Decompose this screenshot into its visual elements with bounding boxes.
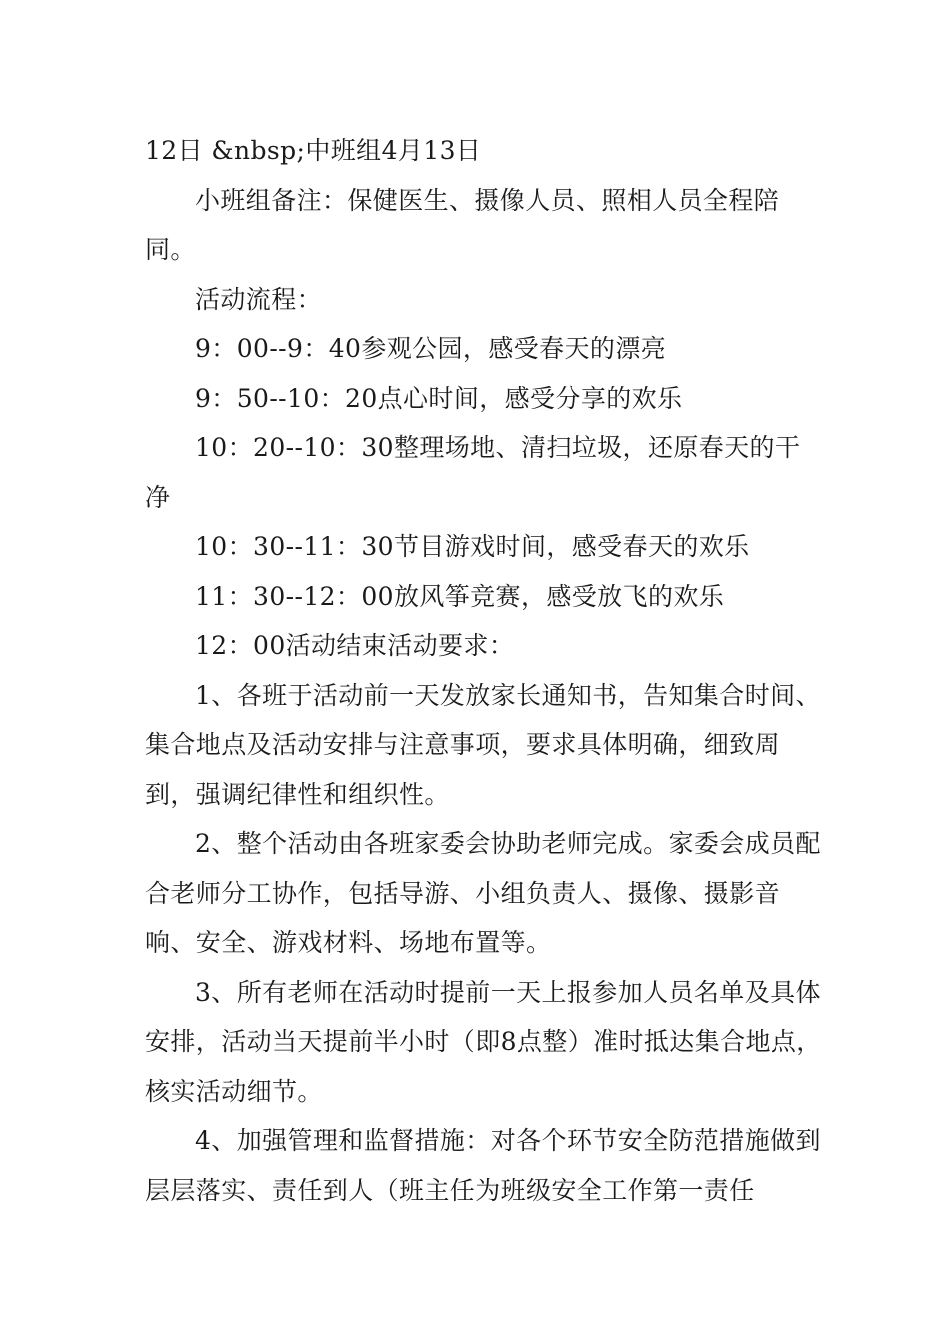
schedule-item-4: 10：30--11：30节目游戏时间，感受春天的欢乐	[195, 532, 750, 561]
document-body	[145, 126, 825, 1215]
schedule-item-6: 12：00活动结束活动要求：	[195, 631, 515, 660]
paragraph-activity-flow-heading: 活动流程：	[195, 284, 323, 314]
schedule-item-3: 10：20--10：30整理场地、清扫垃圾，还原春天的干净	[145, 433, 801, 512]
schedule-item-1: 9：00--9：40参观公园，感受春天的漂亮	[195, 334, 667, 363]
requirement-4: 4、加强管理和监督措施：对各个环节安全防范措施做到层层落实、责任到人（班主任为班级安全工作第一责任	[145, 1126, 821, 1205]
schedule-item-5: 11：30--12：00放风筝竞赛，感受放飞的欢乐	[195, 581, 725, 611]
paragraph-small-class-note: 小班组备注：保健医生、摄像人员、照相人员全程陪同。	[145, 185, 780, 264]
requirement-2: 2、整个活动由各班家委会协助老师完成。家委会成员配合老师分工协作，包括导游、小组负责人、摄像、摄影音响、安全、游戏材料、场地布置等。	[145, 829, 821, 957]
requirement-3: 3、所有老师在活动时提前一天上报参加人员名单及具体安排，活动当天提前半小时（即8点整）准时抵达集合地点，核实活动细节。	[145, 977, 822, 1106]
schedule-item-2: 9：50--10：20点心时间，感受分享的欢乐	[195, 383, 683, 413]
paragraph-date-line: 12日 &nbsp;中班组4月13日	[145, 136, 482, 165]
requirement-1: 1、各班于活动前一天发放家长通知书，告知集合时间、集合地点及活动安排与注意事项，要求具体明确，细致周到，强调纪律性和组织性。	[145, 680, 821, 809]
